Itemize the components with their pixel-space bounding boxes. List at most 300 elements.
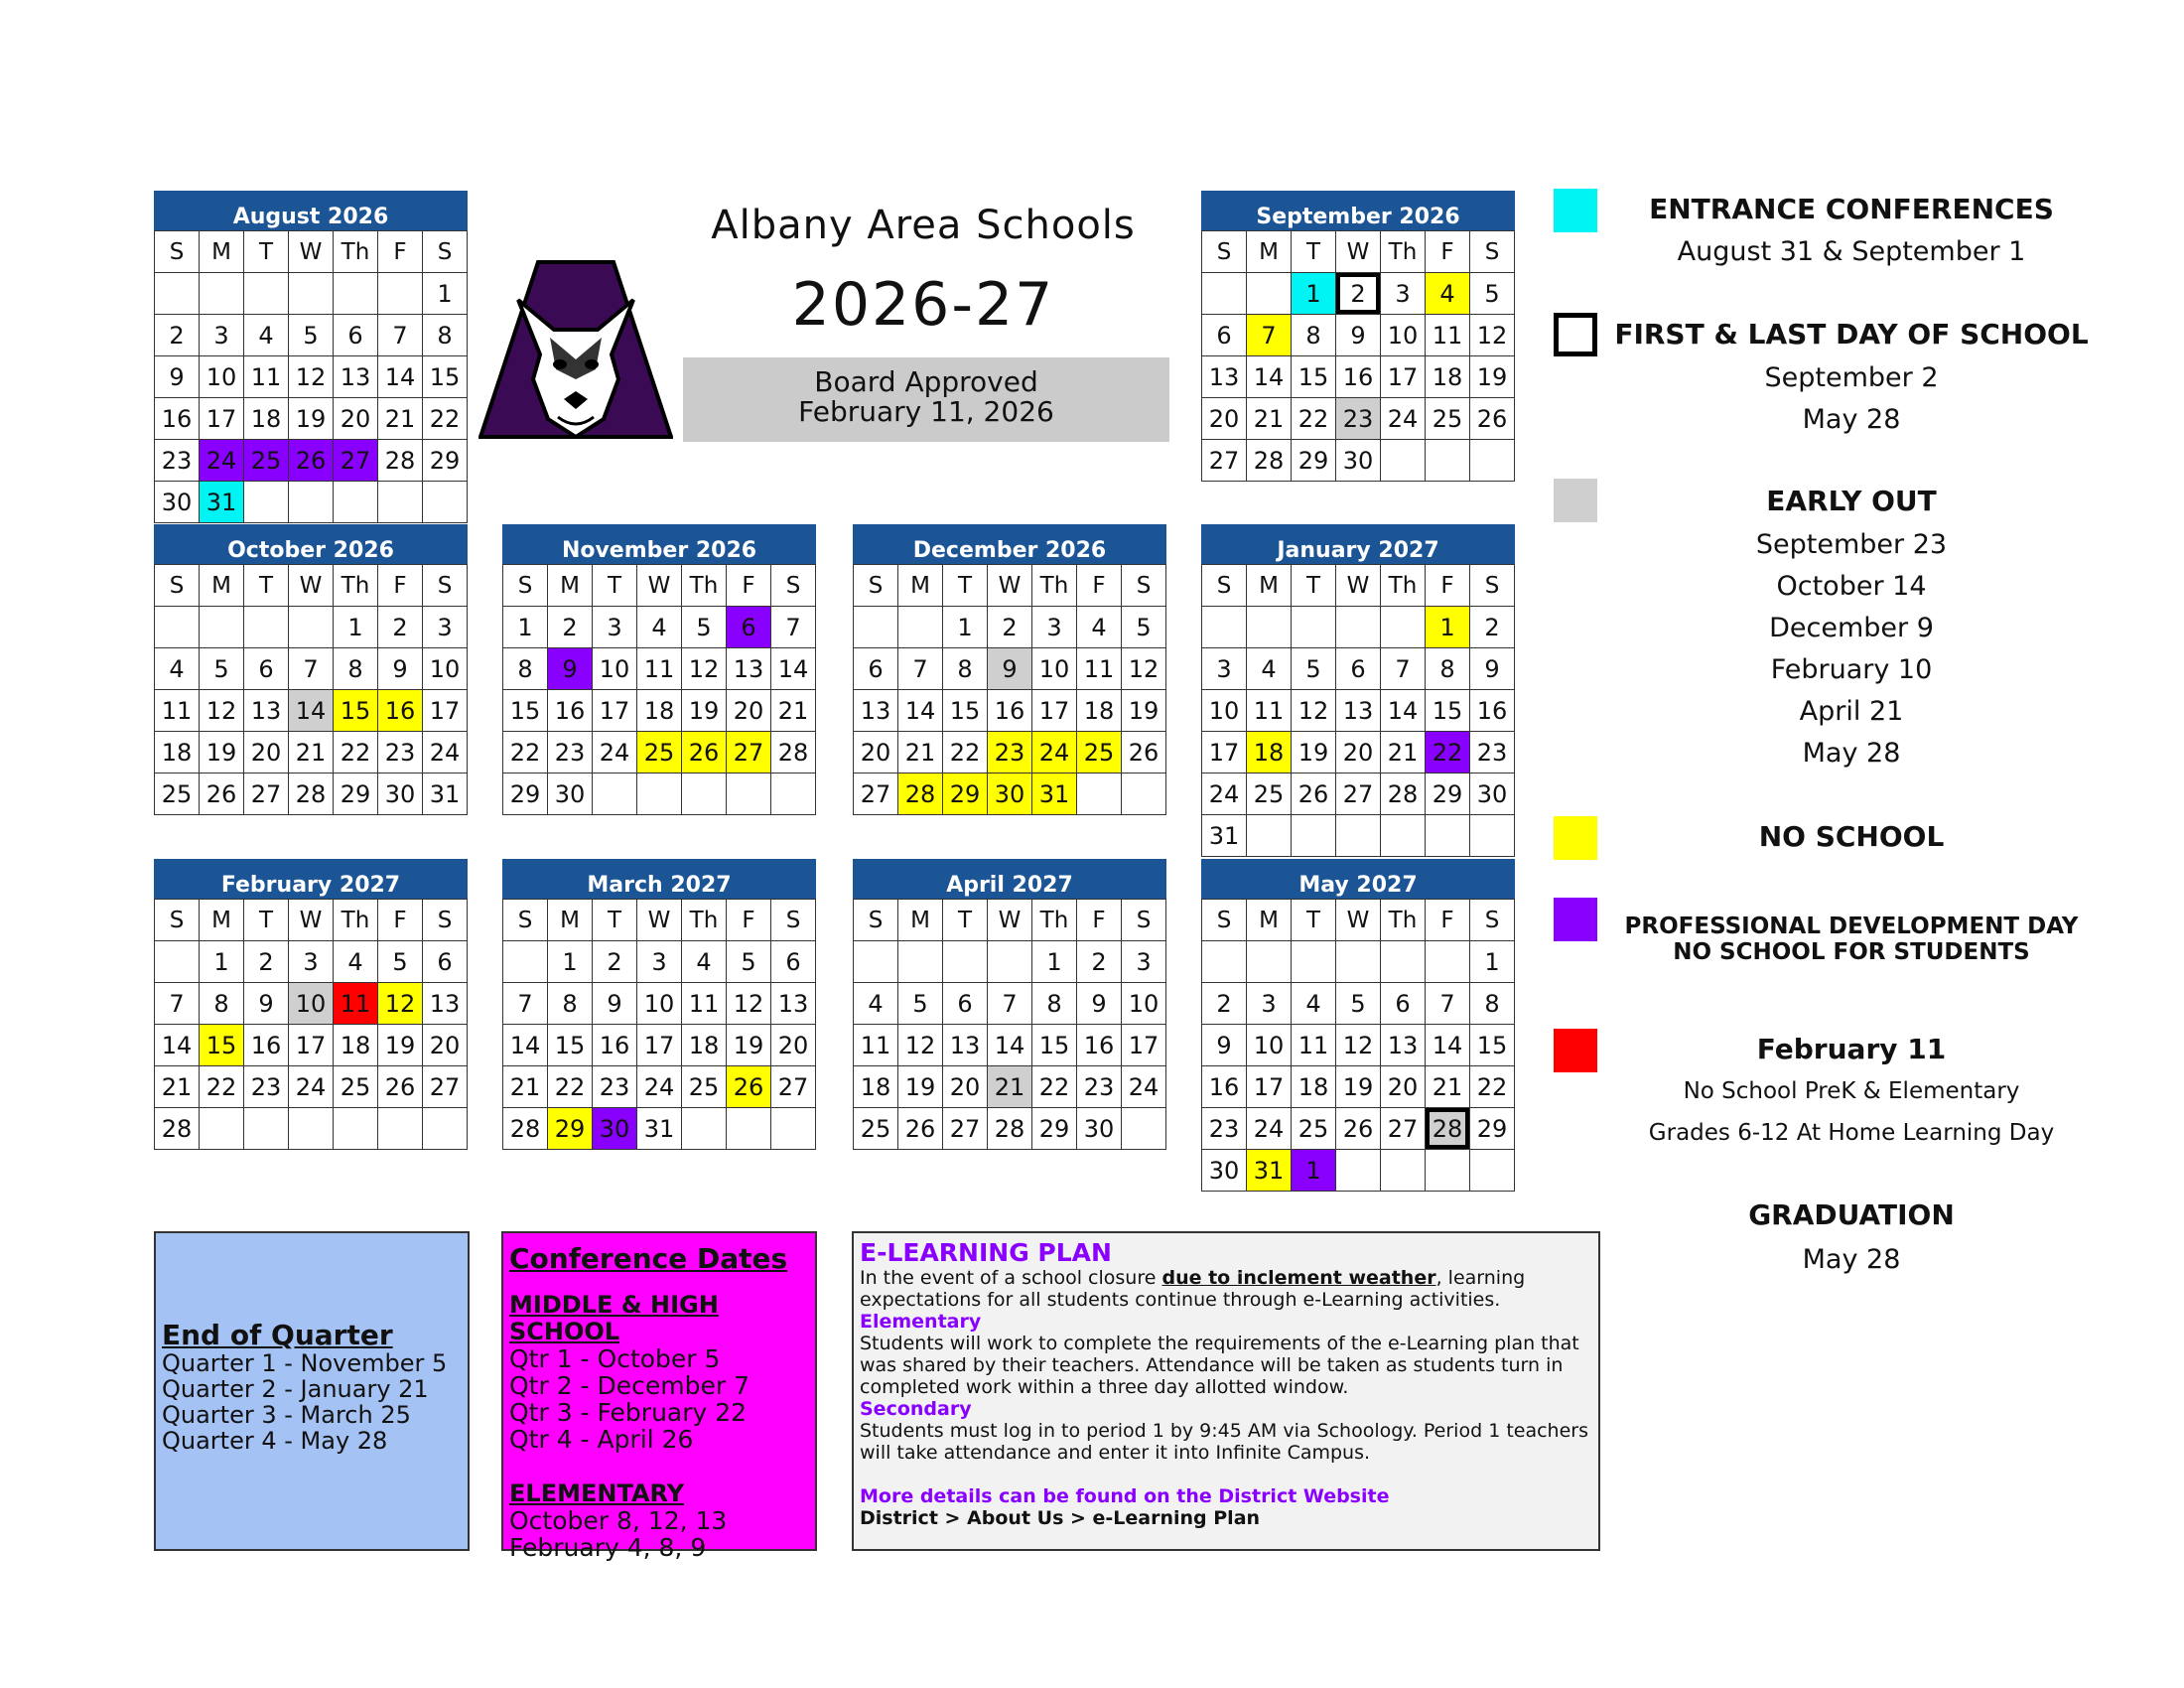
- weekday-header: W: [1336, 231, 1381, 273]
- calendar-day: 4: [854, 983, 898, 1025]
- calendar-day: 24: [1032, 732, 1077, 774]
- calendar-day: 28: [289, 774, 334, 815]
- weekday-header: S: [503, 900, 548, 941]
- legend-swatch-first-last: [1554, 313, 1597, 356]
- calendar-day: 28: [898, 774, 943, 815]
- calendar-day: 2: [1077, 941, 1122, 983]
- month-title: January 2027: [1201, 524, 1515, 564]
- calendar-day: 31: [423, 774, 468, 815]
- weekday-header: Th: [1032, 900, 1077, 941]
- e-learning-box: [852, 1231, 1600, 1551]
- calendar-day: 28: [503, 1108, 548, 1150]
- calendar-day: 28: [988, 1108, 1032, 1150]
- month-calendar: [853, 524, 1166, 815]
- calendar-day: 30: [548, 774, 593, 815]
- calendar-day: 4: [1077, 607, 1122, 648]
- calendar-day: 13: [334, 356, 378, 398]
- weekday-header: S: [503, 565, 548, 607]
- e-learning-intro: [860, 1267, 1598, 1311]
- approval-banner: [683, 357, 1169, 442]
- calendar-day: 23: [1077, 1066, 1122, 1108]
- calendar-day: 5: [1336, 983, 1381, 1025]
- calendar-day: 5: [1292, 648, 1336, 690]
- calendar-day: 24: [1247, 1108, 1292, 1150]
- legend-swatch-early-out: [1554, 479, 1597, 522]
- weekday-header: M: [898, 900, 943, 941]
- weekday-header: F: [1426, 231, 1470, 273]
- calendar-day: 4: [1426, 273, 1470, 315]
- weekday-header: M: [1247, 565, 1292, 607]
- legend-no-school-title: NO SCHOOL: [1758, 820, 1945, 853]
- weekday-header: S: [771, 900, 816, 941]
- weekday-header: S: [423, 231, 468, 273]
- calendar-day: 5: [200, 648, 244, 690]
- calendar-day: 6: [771, 941, 816, 983]
- calendar-day: 8: [334, 648, 378, 690]
- calendar-day: 12: [1336, 1025, 1381, 1066]
- calendar-day: 27: [244, 774, 289, 815]
- calendar-day: 30: [1077, 1108, 1122, 1150]
- calendar-empty-cell: [1426, 941, 1470, 983]
- calendar-day: 14: [898, 690, 943, 732]
- calendar-day: 8: [1470, 983, 1515, 1025]
- month-title: December 2026: [853, 524, 1166, 564]
- calendar-day: 23: [1336, 398, 1381, 440]
- calendar-day: 6: [1202, 315, 1247, 356]
- calendar-day: 7: [898, 648, 943, 690]
- month-calendar: [154, 191, 468, 523]
- calendar-day: 10: [200, 356, 244, 398]
- conference-line: Qtr 4 - April 26: [509, 1425, 694, 1454]
- weekday-header: F: [1426, 900, 1470, 941]
- calendar-day: 27: [943, 1108, 988, 1150]
- calendar-day: 15: [1426, 690, 1470, 732]
- calendar-day: 2: [1202, 983, 1247, 1025]
- calendar-day: 26: [200, 774, 244, 815]
- calendar-day: 7: [1426, 983, 1470, 1025]
- weekday-header: T: [593, 565, 637, 607]
- calendar-day: 19: [898, 1066, 943, 1108]
- calendar-day: 8: [1032, 983, 1077, 1025]
- calendar-empty-cell: [1202, 273, 1247, 315]
- calendar-day: 30: [1202, 1150, 1247, 1192]
- calendar-day: 21: [988, 1066, 1032, 1108]
- calendar-day: 29: [1470, 1108, 1515, 1150]
- calendar-day: 25: [1077, 732, 1122, 774]
- calendar-day: 17: [1381, 356, 1426, 398]
- weekday-header: S: [1470, 900, 1515, 941]
- weekday-header: F: [727, 565, 771, 607]
- calendar-day: 30: [1336, 440, 1381, 482]
- calendar-day: 5: [1122, 607, 1166, 648]
- calendar-day: 19: [1336, 1066, 1381, 1108]
- conference-dates-title: Conference Dates: [509, 1242, 788, 1275]
- calendar-day: 13: [423, 983, 468, 1025]
- calendar-day: 18: [682, 1025, 727, 1066]
- weekday-header: F: [378, 900, 423, 941]
- calendar-day: 4: [1247, 648, 1292, 690]
- more-details-text: More details can be found on the District Website: [860, 1485, 1390, 1507]
- weekday-header: F: [378, 565, 423, 607]
- calendar-day: 29: [1426, 774, 1470, 815]
- calendar-empty-cell: [1247, 815, 1292, 857]
- calendar-empty-cell: [1470, 1150, 1515, 1192]
- calendar-empty-cell: [289, 1108, 334, 1150]
- calendar-day: 19: [1292, 732, 1336, 774]
- calendar-day: 29: [548, 1108, 593, 1150]
- calendar-day: 18: [854, 1066, 898, 1108]
- weekday-header: M: [1247, 900, 1292, 941]
- weekday-header: S: [423, 900, 468, 941]
- calendar-empty-cell: [1247, 273, 1292, 315]
- calendar-day: 26: [1470, 398, 1515, 440]
- month-title: August 2026: [154, 191, 468, 230]
- calendar-day: 24: [1202, 774, 1247, 815]
- calendar-empty-cell: [682, 774, 727, 815]
- calendar-day: 20: [727, 690, 771, 732]
- calendar-day: 22: [200, 1066, 244, 1108]
- calendar-day: 16: [378, 690, 423, 732]
- weekday-header: S: [1122, 900, 1166, 941]
- school-year: 2026-27: [791, 270, 1055, 340]
- calendar-day: 22: [943, 732, 988, 774]
- calendar-day: 15: [1032, 1025, 1077, 1066]
- month-title: May 2027: [1201, 859, 1515, 899]
- legend-first-last-title: FIRST & LAST DAY OF SCHOOL: [1614, 318, 2089, 351]
- calendar-empty-cell: [334, 273, 378, 315]
- calendar-day: 2: [1470, 607, 1515, 648]
- calendar-day: 9: [244, 983, 289, 1025]
- calendar-day: 1: [503, 607, 548, 648]
- calendar-empty-cell: [637, 774, 682, 815]
- calendar-day: 1: [1032, 941, 1077, 983]
- legend-feb11-line: No School PreK & Elementary: [1683, 1078, 2020, 1104]
- calendar-empty-cell: [771, 774, 816, 815]
- weekday-header: S: [155, 565, 200, 607]
- calendar-day: 7: [155, 983, 200, 1025]
- calendar-day: 2: [155, 315, 200, 356]
- legend-pd-line2: NO SCHOOL FOR STUDENTS: [1673, 939, 2030, 965]
- calendar-empty-cell: [1122, 1108, 1166, 1150]
- calendar-day: 5: [289, 315, 334, 356]
- calendar-empty-cell: [334, 482, 378, 523]
- calendar-day: 15: [1470, 1025, 1515, 1066]
- calendar-day: 18: [637, 690, 682, 732]
- calendar-day: 19: [727, 1025, 771, 1066]
- calendar-day: 22: [1426, 732, 1470, 774]
- calendar-day: 12: [1470, 315, 1515, 356]
- calendar-empty-cell: [155, 273, 200, 315]
- calendar-empty-cell: [244, 607, 289, 648]
- calendar-day: 14: [1426, 1025, 1470, 1066]
- calendar-empty-cell: [334, 1108, 378, 1150]
- month-calendar: [1201, 524, 1515, 857]
- school-name: Albany Area Schools: [711, 203, 1136, 248]
- quarter-line: Quarter 4 - May 28: [162, 1427, 388, 1455]
- calendar-day: 25: [334, 1066, 378, 1108]
- weekday-header: T: [943, 565, 988, 607]
- legend-early-out-date: May 28: [1802, 738, 1901, 769]
- calendar-day: 8: [943, 648, 988, 690]
- calendar-day: 12: [289, 356, 334, 398]
- calendar-day: 1: [1426, 607, 1470, 648]
- weekday-header: Th: [1381, 900, 1426, 941]
- month-grid: [853, 899, 1166, 1150]
- calendar-empty-cell: [727, 1108, 771, 1150]
- calendar-day: 5: [1470, 273, 1515, 315]
- legend-early-out-title: EARLY OUT: [1766, 485, 1937, 517]
- calendar-day: 27: [423, 1066, 468, 1108]
- calendar-day: 9: [1470, 648, 1515, 690]
- calendar-day: 3: [1381, 273, 1426, 315]
- month-title: September 2026: [1201, 191, 1515, 230]
- calendar-day: 6: [727, 607, 771, 648]
- calendar-empty-cell: [423, 482, 468, 523]
- calendar-day: 6: [334, 315, 378, 356]
- calendar-day: 14: [771, 648, 816, 690]
- calendar-empty-cell: [1381, 607, 1426, 648]
- calendar-empty-cell: [200, 1108, 244, 1150]
- calendar-day: 30: [155, 482, 200, 523]
- calendar-day: 9: [593, 983, 637, 1025]
- calendar-day: 26: [682, 732, 727, 774]
- month-calendar: [154, 524, 468, 815]
- calendar-day: 7: [289, 648, 334, 690]
- calendar-day: 22: [1032, 1066, 1077, 1108]
- month-grid: [1201, 899, 1515, 1192]
- calendar-day: 10: [1122, 983, 1166, 1025]
- end-of-quarter-box: [154, 1231, 470, 1551]
- weekday-header: S: [1122, 565, 1166, 607]
- calendar-day: 27: [1202, 440, 1247, 482]
- calendar-day: 24: [423, 732, 468, 774]
- month-calendar: [853, 859, 1166, 1150]
- calendar-day: 26: [1292, 774, 1336, 815]
- calendar-day: 26: [289, 440, 334, 482]
- calendar-day: 12: [682, 648, 727, 690]
- calendar-day: 6: [943, 983, 988, 1025]
- calendar-day: 20: [1202, 398, 1247, 440]
- weekday-header: W: [289, 231, 334, 273]
- calendar-day: 15: [1292, 356, 1336, 398]
- calendar-day: 16: [1202, 1066, 1247, 1108]
- calendar-day: 15: [503, 690, 548, 732]
- calendar-day: 1: [1292, 273, 1336, 315]
- calendar-day: 25: [854, 1108, 898, 1150]
- calendar-day: 16: [548, 690, 593, 732]
- calendar-day: 11: [637, 648, 682, 690]
- legend-swatch-entrance: [1554, 189, 1597, 232]
- calendar-day: 23: [593, 1066, 637, 1108]
- calendar-day: 12: [727, 983, 771, 1025]
- weekday-header: S: [771, 565, 816, 607]
- calendar-day: 12: [200, 690, 244, 732]
- calendar-day: 10: [637, 983, 682, 1025]
- calendar-day: 22: [334, 732, 378, 774]
- calendar-day: 21: [1381, 732, 1426, 774]
- calendar-day: 19: [1470, 356, 1515, 398]
- calendar-day: 29: [334, 774, 378, 815]
- calendar-day: 6: [244, 648, 289, 690]
- legend-early-out-date: December 9: [1769, 613, 1934, 643]
- month-calendar: [1201, 191, 1515, 482]
- calendar-day: 31: [1032, 774, 1077, 815]
- weekday-header: S: [1470, 231, 1515, 273]
- calendar-day: 15: [548, 1025, 593, 1066]
- month-title: April 2027: [853, 859, 1166, 899]
- calendar-day: 3: [289, 941, 334, 983]
- weekday-header: S: [1470, 565, 1515, 607]
- calendar-empty-cell: [1426, 440, 1470, 482]
- month-title: March 2027: [502, 859, 816, 899]
- conference-line: Qtr 2 - December 7: [509, 1371, 751, 1400]
- calendar-day: 13: [1336, 690, 1381, 732]
- calendar-day: 3: [200, 315, 244, 356]
- quarter-line: Quarter 2 - January 21: [162, 1375, 429, 1403]
- weekday-header: Th: [334, 565, 378, 607]
- calendar-day: 3: [1202, 648, 1247, 690]
- calendar-day: 6: [854, 648, 898, 690]
- weekday-header: F: [727, 900, 771, 941]
- month-calendar: [154, 859, 468, 1150]
- calendar-day: 3: [1247, 983, 1292, 1025]
- calendar-day: 4: [334, 941, 378, 983]
- calendar-day: 16: [244, 1025, 289, 1066]
- calendar-day: 26: [898, 1108, 943, 1150]
- calendar-empty-cell: [1202, 941, 1247, 983]
- calendar-day: 28: [1247, 440, 1292, 482]
- calendar-day: 1: [943, 607, 988, 648]
- weekday-header: S: [155, 231, 200, 273]
- calendar-day: 17: [593, 690, 637, 732]
- calendar-day: 7: [503, 983, 548, 1025]
- weekday-header: T: [593, 900, 637, 941]
- calendar-day: 15: [423, 356, 468, 398]
- intro-text: In the event of a school closure: [860, 1267, 1162, 1289]
- calendar-day: 19: [200, 732, 244, 774]
- calendar-empty-cell: [593, 774, 637, 815]
- calendar-empty-cell: [1381, 440, 1426, 482]
- legend-swatch-pd: [1554, 898, 1597, 941]
- calendar-day: 12: [378, 983, 423, 1025]
- weekday-header: Th: [334, 900, 378, 941]
- calendar-empty-cell: [1202, 607, 1247, 648]
- calendar-day: 18: [1426, 356, 1470, 398]
- calendar-day: 3: [1032, 607, 1077, 648]
- calendar-day: 19: [1122, 690, 1166, 732]
- weekday-header: W: [1336, 900, 1381, 941]
- legend-early-out-date: October 14: [1776, 571, 1927, 602]
- calendar-day: 1: [334, 607, 378, 648]
- elementary-text: Students will work to complete the requirements of the e-Learning plan that was shared by their teachers. Attendance will be taken as students turn in completed work within a three day allotted window.: [860, 1333, 1579, 1398]
- calendar-day: 11: [334, 983, 378, 1025]
- weekday-header: M: [548, 900, 593, 941]
- calendar-day: 6: [1381, 983, 1426, 1025]
- calendar-day: 22: [423, 398, 468, 440]
- calendar-empty-cell: [423, 1108, 468, 1150]
- calendar-day: 3: [1122, 941, 1166, 983]
- calendar-empty-cell: [378, 1108, 423, 1150]
- conference-dates-box: [501, 1231, 817, 1562]
- calendar-day: 7: [988, 983, 1032, 1025]
- calendar-day: 11: [244, 356, 289, 398]
- month-grid: [502, 899, 816, 1150]
- calendar-empty-cell: [988, 941, 1032, 983]
- calendar-day: 26: [727, 1066, 771, 1108]
- legend-entrance-dates: August 31 & September 1: [1677, 236, 2026, 267]
- calendar-day: 21: [771, 690, 816, 732]
- calendar-day: 23: [378, 732, 423, 774]
- calendar-day: 12: [898, 1025, 943, 1066]
- calendar-day: 4: [682, 941, 727, 983]
- calendar-day: 24: [593, 732, 637, 774]
- calendar-day: 21: [378, 398, 423, 440]
- elementary-subheading: Elementary: [860, 1311, 982, 1333]
- calendar-day: 14: [988, 1025, 1032, 1066]
- calendar-day: 16: [1336, 356, 1381, 398]
- calendar-day: 20: [1336, 732, 1381, 774]
- legend-last-day: May 28: [1802, 404, 1901, 435]
- calendar-day: 18: [334, 1025, 378, 1066]
- calendar-day: 13: [1202, 356, 1247, 398]
- calendar-empty-cell: [200, 607, 244, 648]
- legend-early-out-date: April 21: [1799, 696, 1904, 727]
- weekday-header: Th: [334, 231, 378, 273]
- calendar-day: 2: [244, 941, 289, 983]
- calendar-day: 15: [943, 690, 988, 732]
- calendar-empty-cell: [1336, 941, 1381, 983]
- month-grid: [502, 564, 816, 815]
- calendar-day: 21: [503, 1066, 548, 1108]
- calendar-day: 21: [1426, 1066, 1470, 1108]
- calendar-day: 24: [637, 1066, 682, 1108]
- calendar-day: 7: [378, 315, 423, 356]
- calendar-day: 11: [1247, 690, 1292, 732]
- calendar-day: 5: [378, 941, 423, 983]
- weekday-header: F: [378, 231, 423, 273]
- calendar-day: 4: [244, 315, 289, 356]
- calendar-empty-cell: [771, 1108, 816, 1150]
- calendar-day: 28: [771, 732, 816, 774]
- calendar-empty-cell: [244, 1108, 289, 1150]
- calendar-day: 22: [503, 732, 548, 774]
- calendar-day: 16: [155, 398, 200, 440]
- calendar-empty-cell: [1292, 941, 1336, 983]
- calendar-empty-cell: [1336, 815, 1381, 857]
- calendar-day: 20: [334, 398, 378, 440]
- month-calendar: [502, 524, 816, 815]
- calendar-empty-cell: [1336, 607, 1381, 648]
- calendar-day: 8: [548, 983, 593, 1025]
- calendar-day: 10: [423, 648, 468, 690]
- weekday-header: W: [988, 565, 1032, 607]
- calendar-day: 30: [1470, 774, 1515, 815]
- calendar-day: 28: [1426, 1108, 1470, 1150]
- calendar-day: 17: [423, 690, 468, 732]
- calendar-day: 24: [1122, 1066, 1166, 1108]
- month-calendar: [1201, 859, 1515, 1192]
- calendar-day: 9: [378, 648, 423, 690]
- calendar-day: 2: [1336, 273, 1381, 315]
- calendar-day: 25: [1247, 774, 1292, 815]
- weekday-header: W: [637, 565, 682, 607]
- calendar-day: 19: [682, 690, 727, 732]
- calendar-day: 9: [1077, 983, 1122, 1025]
- calendar-empty-cell: [155, 607, 200, 648]
- calendar-empty-cell: [727, 774, 771, 815]
- e-learning-title: E-LEARNING PLAN: [860, 1238, 1112, 1267]
- calendar-day: 21: [898, 732, 943, 774]
